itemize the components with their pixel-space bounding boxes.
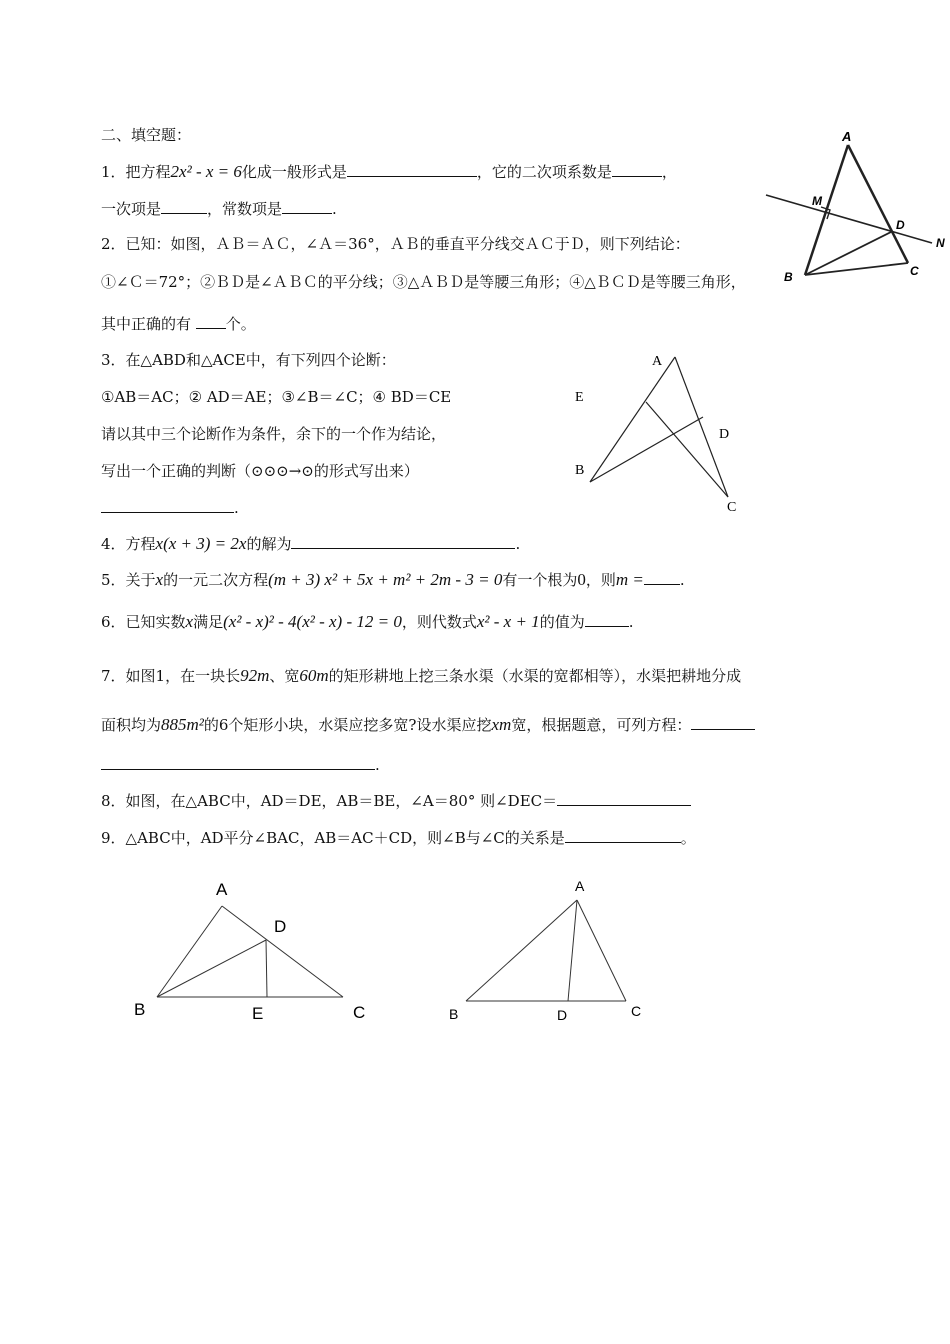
fig-q3-label-b: B (575, 463, 585, 478)
q7-area: 885m² (161, 715, 204, 734)
figure-q2-triangle (760, 125, 950, 285)
q1-line2-b: ，常数项是 (207, 200, 283, 218)
q5-text-d: ，则 (585, 571, 616, 589)
question-3-line-2: ①AB＝AC；② AD＝AE；③∠B＝∠C；④ BD＝CE (101, 388, 452, 406)
fig-q8-label-b: B (134, 1000, 146, 1019)
q1-blank-constant-term[interactable] (282, 197, 332, 214)
q8-text: 8．如图，在△ABC中，AD＝DE，AB＝BE，∠A＝80° 则∠DEC＝ (101, 792, 558, 810)
q7-blank-equation[interactable] (101, 753, 375, 770)
question-6 (101, 610, 633, 633)
q2-line3-a: 其中正确的有 (101, 315, 192, 333)
question-3-line-1: 3．在△ABD和△ACE中，有下列四个论断： (101, 351, 396, 369)
q7-text-b: 、宽 (269, 667, 300, 685)
fig-q3-label-e: E (575, 390, 584, 405)
q5-blank-m[interactable] (644, 568, 680, 585)
q5-equation: (m + 3) x² + 5x + m² + 2m - 3 = 0 (268, 570, 503, 589)
q2-line3-b: 个。 (225, 315, 256, 333)
question-2-line-1: 2．已知：如图，ＡＢ＝ＡＣ，∠Ａ＝36°，ＡＢ的垂直平分线交ＡＣ于Ｄ，则下列结论： (101, 235, 690, 253)
q4-text-c: . (515, 535, 521, 553)
q2-blank-count[interactable] (196, 312, 226, 329)
q1-text-d: ， (661, 163, 677, 181)
fig-q3-label-c: C (727, 500, 737, 515)
fig-q2-label-c: C (910, 264, 919, 278)
q7-text-c: 的矩形耕地上挖三条水渠（水渠的宽都相等），水渠把耕地分成 (328, 667, 742, 685)
q5-text-b: 的一元二次方程 (163, 571, 269, 589)
q1-text-c: ，它的二次项系数是 (476, 163, 612, 181)
fig-q8-label-e: E (252, 1004, 264, 1023)
fig-q2-label-a: A (842, 129, 852, 144)
q1-text-a: 1．把方程 (101, 163, 171, 181)
question-5 (101, 568, 685, 591)
q8-blank-angle[interactable] (557, 789, 691, 806)
q4-equation: x(x + 3) = 2x (155, 534, 247, 553)
fig-q9-label-a: A (575, 878, 585, 894)
q6-text-c: ，则代数式 (401, 613, 477, 631)
question-1-line-1 (101, 160, 677, 183)
q4-text-a: 4．方程 (101, 535, 156, 553)
q9-text-a: 9．△ABC中，AD平分∠BAC，AB＝AC＋CD，则∠B与∠C的关系是 (101, 829, 565, 847)
fig-q3-label-a: A (652, 354, 663, 369)
section-title: 二、填空题： (101, 126, 192, 144)
question-7-line-3 (101, 753, 380, 776)
question-1-line-2 (101, 197, 337, 220)
q7-line3-end: . (375, 756, 380, 774)
q6-text-e: . (628, 613, 634, 631)
q9-text-b: 。 (680, 829, 696, 847)
q7-width: 60m (299, 666, 329, 685)
q4-blank-solution[interactable] (291, 532, 515, 549)
q7-line2-c: 宽，根据题意，可列方程： (511, 716, 692, 734)
q6-blank-value[interactable] (585, 610, 629, 627)
question-4 (101, 532, 520, 555)
q5-text-c: 有一个根为 (502, 571, 578, 589)
q7-line2-a: 面积均为 (101, 716, 162, 734)
question-2-line-3 (101, 312, 256, 335)
q7-length: 92m (240, 666, 270, 685)
q1-line2-a: 一次项是 (101, 200, 162, 218)
q5-var: x (155, 570, 164, 589)
fig-q8-label-d: D (274, 917, 287, 936)
q6-text-a: 6．已知实数 (101, 613, 186, 631)
fig-q2-label-m: M (812, 194, 822, 208)
q7-blank-equation-start[interactable] (691, 713, 755, 730)
fig-q9-label-d: D (557, 1007, 568, 1023)
q1-equation: 2x² - x = 6 (170, 162, 242, 181)
q1-blank-linear-term[interactable] (161, 197, 207, 214)
fig-q2-label-d: D (896, 218, 905, 232)
q4-text-b: 的解为 (246, 535, 292, 553)
q1-text-b: 化成一般形式是 (241, 163, 347, 181)
q5-text-e: . (679, 571, 685, 589)
fig-q8-label-a: A (216, 880, 228, 899)
fig-q8-label-c: C (353, 1003, 366, 1022)
question-3-line-3: 请以其中三个论断作为条件，余下的一个作为结论， (101, 425, 447, 443)
question-3-line-4: 写出一个正确的判断（⊙⊙⊙→⊙的形式写出来） (101, 462, 419, 480)
q5-m: m = (615, 570, 644, 589)
q7-line2-b: 的6个矩形小块，水渠应挖多宽?设水渠应挖 (203, 716, 492, 734)
fig-q2-label-b: B (784, 270, 793, 284)
q3-blank-answer[interactable] (101, 496, 234, 513)
q9-blank-relation[interactable] (565, 826, 681, 843)
q1-blank-general-form[interactable] (347, 160, 477, 177)
q3-line5-end: . (234, 499, 239, 517)
q5-text-a: 5．关于 (101, 571, 156, 589)
q6-var: x (185, 612, 194, 631)
question-8 (101, 789, 691, 812)
q1-line2-c: . (332, 200, 337, 218)
q1-blank-quadratic-coef[interactable] (612, 160, 662, 177)
fig-q3-label-d: D (719, 427, 730, 442)
q6-text-b: 满足 (193, 613, 224, 631)
figure-q9-triangle (440, 870, 660, 1030)
q6-text-d: 的值为 (539, 613, 585, 631)
q6-expression: x² - x + 1 (476, 612, 540, 631)
q6-equation: (x² - x)² - 4(x² - x) - 12 = 0 (223, 612, 402, 631)
question-3-line-5 (101, 496, 239, 519)
fig-q2-label-n: N (936, 236, 945, 250)
q5-root: 0 (577, 570, 586, 589)
figure-q8-triangle (125, 870, 385, 1030)
question-2-line-2: ①∠Ｃ＝72°；②ＢＤ是∠ＡＢＣ的平分线；③△ＡＢＤ是等腰三角形；④△ＢＣＤ是等腰三角形， (101, 273, 746, 291)
question-9 (101, 826, 696, 849)
question-7-line-2 (101, 713, 755, 736)
q7-text-a: 7．如图1，在一块长 (101, 667, 241, 685)
figure-q3-triangles (560, 345, 760, 520)
fig-q9-label-b: B (449, 1006, 459, 1022)
q7-xm: xm (491, 715, 512, 734)
question-7-line-1 (101, 665, 741, 687)
fig-q9-label-c: C (631, 1003, 642, 1019)
